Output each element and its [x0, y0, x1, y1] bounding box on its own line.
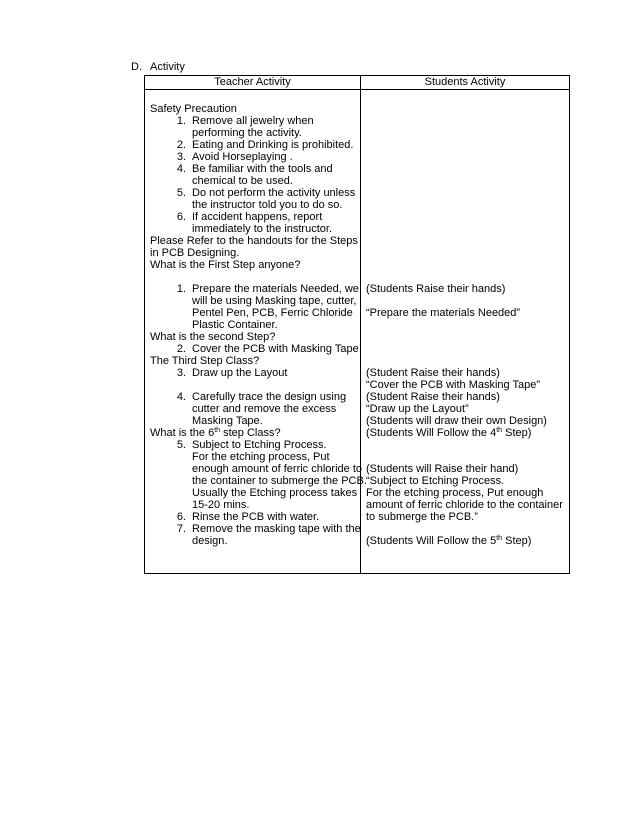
question-first-step: What is the First Step anyone? [150, 259, 301, 271]
response-text: (Students Will Follow the 5 [366, 535, 497, 547]
students-response: (Students will draw their own Design) [366, 415, 547, 427]
students-answer: “Cover the PCB with Masking Tape” [366, 379, 541, 391]
students-response [366, 535, 567, 547]
students-raise-hands: (Students Raise their hands) [366, 283, 506, 295]
students-raise-hands: (Student Raise their hands) [366, 367, 500, 379]
precaution-item-4 [150, 163, 356, 187]
step-text: Prepare the materials Needed, we [192, 283, 359, 295]
ordinal-suffix: th [214, 427, 221, 434]
step-number: 3. [176, 367, 186, 379]
students-activity-header: Students Activity [361, 76, 570, 90]
precaution-number: 1. [176, 115, 186, 127]
handout-instruction: Please Refer to the handouts for the Steps [150, 235, 358, 247]
step-number: 7. [176, 523, 186, 535]
question-text: step Class? [220, 427, 281, 439]
students-raise-hands: (Students will Raise their hand) [366, 463, 519, 475]
section-title: Activity [150, 61, 185, 73]
students-answer: to submerge the PCB.” [366, 511, 478, 523]
table-body-row [145, 90, 570, 574]
step-text: Rinse the PCB with water. [192, 511, 320, 523]
step-item-7 [150, 523, 361, 547]
precaution-number: 3. [176, 151, 186, 163]
step-item-5 [150, 439, 367, 511]
section-letter: D. [131, 61, 142, 73]
step-text: For the etching process, Put [192, 451, 330, 463]
precaution-number: 5. [176, 187, 186, 199]
handout-instruction-cont: in PCB Designing. [150, 247, 240, 259]
question-text: What is the 6 [150, 427, 215, 439]
precaution-number: 4. [176, 163, 186, 175]
step-item-2 [150, 343, 359, 355]
precaution-text: chemical to be used. [192, 175, 293, 187]
activity-table [144, 75, 570, 574]
step-number: 1. [176, 283, 186, 295]
step-text: Remove the masking tape with the [192, 523, 361, 535]
step-text: design. [192, 535, 228, 547]
students-answer: amount of ferric chloride to the container [366, 499, 563, 511]
precaution-text: immediately to the instructor. [192, 223, 333, 235]
ordinal-suffix: th [496, 535, 503, 542]
step-text: enough amount of ferric chloride to [192, 463, 362, 475]
precaution-text: If accident happens, report [192, 211, 323, 223]
step-text: Carefully trace the design using [192, 391, 347, 403]
step-number: 2. [176, 343, 186, 355]
students-answer: For the etching process, Put enough [366, 487, 544, 499]
precaution-text: the instructor told you to do so. [192, 199, 343, 211]
precaution-item-2 [150, 139, 356, 151]
students-answer: “Subject to Etching Process. [366, 475, 505, 487]
step-number: 5. [176, 439, 186, 451]
step-item-6 [150, 511, 356, 523]
precaution-item-1 [150, 115, 356, 139]
step-text: Masking Tape. [192, 415, 263, 427]
step-text: Cover the PCB with Masking Tape [192, 343, 359, 355]
precaution-text: Remove all jewelry when [192, 115, 314, 127]
precaution-number: 6. [176, 211, 186, 223]
step-text: the container to submerge the PCB. [192, 475, 367, 487]
step-text: 15-20 mins. [192, 499, 250, 511]
response-text: (Students Will Follow the 4 [366, 427, 497, 439]
table-header-row [145, 76, 570, 90]
question-sixth-step [150, 427, 356, 439]
step-text: Subject to Etching Process. [192, 439, 327, 451]
students-activity-cell [361, 90, 570, 574]
step-item-3 [150, 367, 356, 379]
precaution-text: Be familiar with the tools and [192, 163, 333, 175]
safety-precaution-title: Safety Precaution [150, 103, 237, 115]
step-item-1 [150, 283, 359, 331]
precaution-text: Avoid Horseplaying . [192, 151, 293, 163]
ordinal-suffix: th [496, 427, 503, 434]
teacher-activity-header: Teacher Activity [145, 76, 361, 90]
question-third-step: The Third Step Class? [150, 355, 260, 367]
response-text: Step) [502, 535, 532, 547]
teacher-activity-cell [145, 90, 367, 574]
response-text: Step) [502, 427, 532, 439]
step-number: 6. [176, 511, 186, 523]
step-number: 4. [176, 391, 186, 403]
precaution-text: Eating and Drinking is prohibited. [192, 139, 354, 151]
precaution-text: Do not perform the activity unless [192, 187, 356, 199]
students-response [366, 427, 567, 439]
precaution-item-3 [150, 151, 356, 163]
step-text: cutter and remove the excess [192, 403, 337, 415]
precaution-text: performing the activity. [192, 127, 302, 139]
precaution-item-5 [150, 187, 356, 211]
precaution-number: 2. [176, 139, 186, 151]
step-text: Draw up the Layout [192, 367, 288, 379]
students-answer: “Draw up the Layout” [366, 403, 469, 415]
step-text: Usually the Etching process takes [192, 487, 358, 499]
step-text: will be using Masking tape, cutter, [192, 295, 357, 307]
question-second-step: What is the second Step? [150, 331, 276, 343]
precaution-item-6 [150, 211, 356, 235]
step-text: Plastic Container. [192, 319, 278, 331]
section-heading [131, 61, 185, 73]
step-item-4 [150, 391, 356, 427]
students-answer: “Prepare the materials Needed” [366, 307, 521, 319]
students-raise-hands: (Student Raise their hands) [366, 391, 500, 403]
step-text: Pentel Pen, PCB, Ferric Chloride [192, 307, 353, 319]
